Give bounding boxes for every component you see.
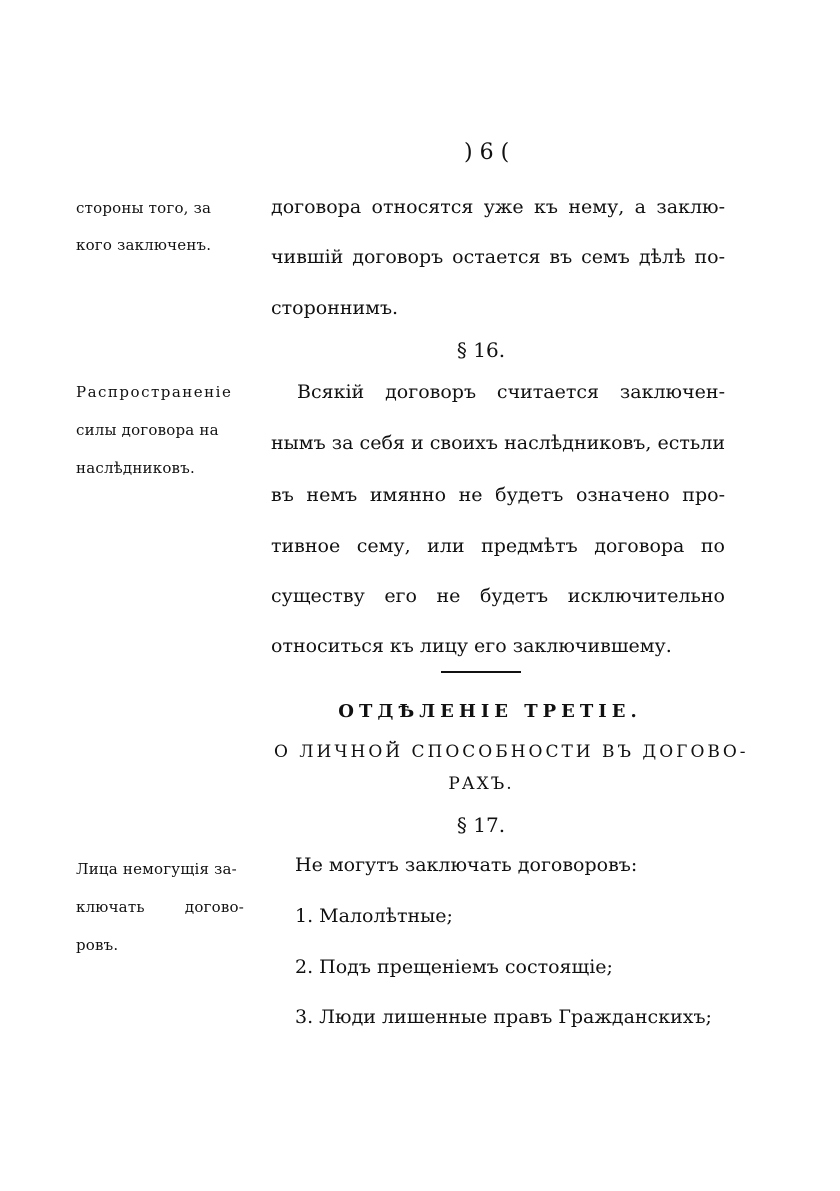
list-item: 3. Люди лишенные правъ Гражданскихъ;	[295, 1006, 712, 1028]
margin-note-line: кого заключенъ.	[76, 236, 212, 254]
margin-note-line: наслѣдниковъ.	[76, 459, 195, 477]
paragraph-number: § 17.	[456, 813, 506, 837]
division-subtitle-line: РАХЪ.	[448, 774, 514, 794]
text-line: относиться къ лицу его заключившему.	[271, 635, 672, 657]
text-line: чившій договоръ остается въ семъ дѣлѣ по-	[271, 246, 725, 268]
margin-note-line: Лица немогущія за-	[76, 860, 237, 878]
paragraph-number: § 16.	[456, 338, 506, 362]
text-line: тивное сему, или предмѣтъ договора по	[271, 535, 725, 557]
list-item: 1. Малолѣтные;	[295, 905, 453, 927]
margin-note-line: Распространеніе	[76, 383, 233, 401]
text-line: въ немъ имянно не будетъ означено про-	[271, 484, 725, 506]
margin-note-line: стороны того, за	[76, 199, 212, 217]
text-line: Не могутъ заключать договоровъ:	[295, 854, 638, 876]
text-line: договора относятся уже къ нему, а заклю-	[271, 196, 725, 218]
division-subtitle-line: О ЛИЧНОЙ СПОСОБНОСТИ ВЪ ДОГОВО-	[274, 742, 749, 762]
text-line: Всякій договоръ считается заключен-	[297, 381, 725, 403]
margin-note-line: ключать догово-	[76, 898, 244, 916]
margin-note-line: силы договора на	[76, 421, 219, 439]
section-divider-rule	[441, 671, 521, 673]
margin-note-line: ровъ.	[76, 936, 119, 954]
text-line: стороннимъ.	[271, 297, 399, 319]
text-line: существу его не будетъ исключительно	[271, 585, 725, 607]
list-item: 2. Подъ прещеніемъ состоящіе;	[295, 956, 613, 978]
division-title: ОТДѢЛЕНІЕ ТРЕТІЕ.	[338, 701, 642, 722]
text-line: нымъ за себя и своихъ наслѣдниковъ, естьли	[271, 432, 725, 454]
